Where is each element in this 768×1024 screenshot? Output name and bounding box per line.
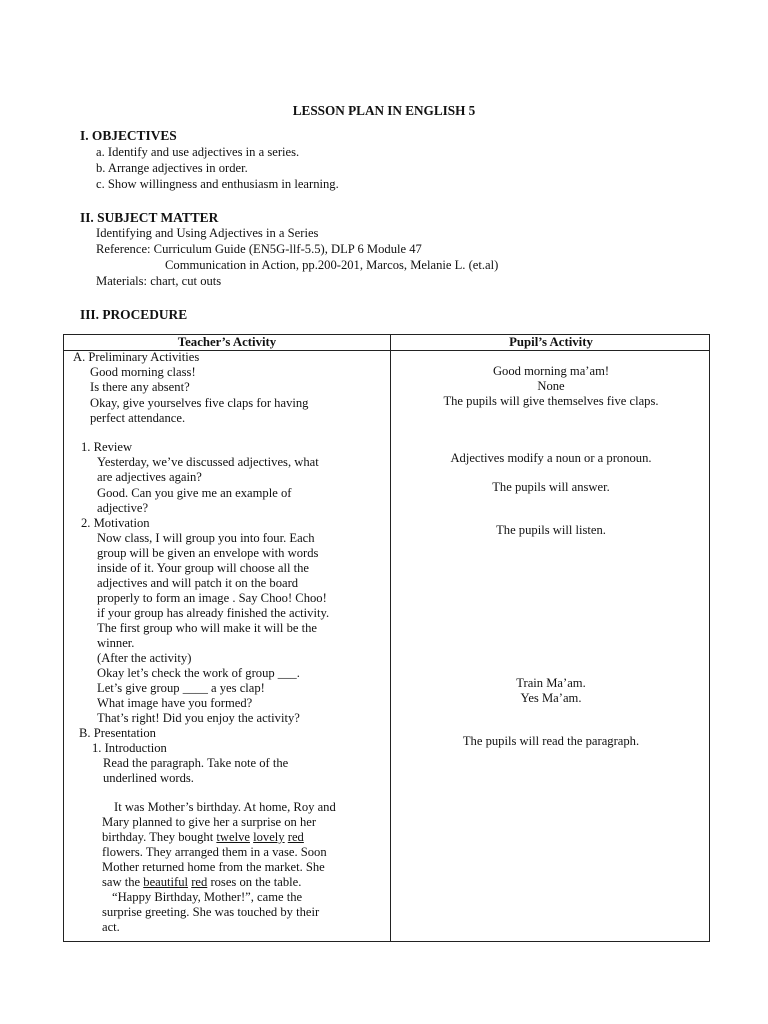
pupil-line: The pupils will answer. [492, 480, 610, 494]
teacher-line: Is there any absent? [90, 380, 190, 394]
paragraph-line: surprise greeting. She was touched by their [102, 905, 320, 919]
paragraph-line: birthday. They bought twelve lovely red [102, 830, 304, 844]
pupil-line: Train Ma’am. [516, 676, 586, 690]
teacher-line: perfect attendance. [90, 411, 186, 425]
teacher-line: 1. Review [81, 440, 133, 454]
pupil-line: The pupils will give themselves five claps. [443, 394, 659, 408]
objective-item: b. Arrange adjectives in order. [96, 161, 248, 175]
procedure-heading: III. PROCEDURE [80, 307, 188, 322]
teacher-line: Now class, I will group you into four. Each [97, 531, 315, 545]
subject-matter-heading: II. SUBJECT MATTER [80, 210, 219, 225]
teacher-column-header: Teacher’s Activity [177, 335, 277, 349]
objectives-heading: I. OBJECTIVES [80, 128, 177, 143]
teacher-line: What image have you formed? [97, 696, 253, 710]
teacher-line: (After the activity) [97, 651, 192, 665]
paragraph-line: saw the beautiful red roses on the table. [102, 875, 302, 889]
teacher-line: Good. Can you give me an example of [97, 486, 292, 500]
pupil-line: Yes Ma’am. [520, 691, 582, 705]
procedure-table [63, 334, 710, 942]
teacher-line: if your group has already finished the activity. [97, 606, 330, 620]
underlined-word: red [287, 830, 304, 844]
teacher-line: Good morning class! [90, 365, 196, 379]
teacher-line: A. Preliminary Activities [73, 350, 200, 364]
teacher-line: group will be given an envelope with words [97, 546, 319, 560]
column-divider [390, 335, 391, 941]
pupil-line: Good morning ma’am! [492, 364, 610, 378]
underlined-word: red [191, 875, 208, 889]
teacher-line: Okay, give yourselves five claps for having [90, 396, 309, 410]
teacher-line: Read the paragraph. Take note of the [103, 756, 289, 770]
pupil-line: None [537, 379, 565, 393]
teacher-line: underlined words. [103, 771, 194, 785]
pupil-line: The pupils will listen. [496, 523, 606, 537]
subject-topic: Identifying and Using Adjectives in a Series [96, 226, 319, 240]
teacher-line: That’s right! Did you enjoy the activity? [97, 711, 300, 725]
teacher-line: adjective? [97, 501, 149, 515]
teacher-line: 1. Introduction [92, 741, 167, 755]
paragraph-line: It was Mother’s birthday. At home, Roy and [114, 800, 336, 814]
reference-line: Reference: Curriculum Guide (EN5G-llf-5.5), DLP 6 Module 47 [96, 242, 422, 256]
objective-item: c. Show willingness and enthusiasm in learning. [96, 177, 339, 191]
pupil-column-header: Pupil’s Activity [509, 335, 593, 349]
paragraph-line: Mary planned to give her a surprise on her [102, 815, 317, 829]
page-title: LESSON PLAN IN ENGLISH 5 [292, 103, 476, 118]
paragraph-line: Mother returned home from the market. She [102, 860, 325, 874]
teacher-line: properly to form an image . Say Choo! Choo! [97, 591, 327, 605]
reference-line: Communication in Action, pp.200-201, Marcos, Melanie L. (et.al) [165, 258, 499, 272]
teacher-line: Let’s give group ____ a yes clap! [97, 681, 265, 695]
objective-item: a. Identify and use adjectives in a series. [96, 145, 300, 159]
teacher-line: Okay let’s check the work of group ___. [97, 666, 300, 680]
underlined-word: lovely [253, 830, 285, 844]
teacher-line: are adjectives again? [97, 470, 202, 484]
teacher-line: adjectives and will patch it on the board [97, 576, 299, 590]
teacher-line: The first group who will make it will be the [97, 621, 317, 635]
teacher-line: B. Presentation [79, 726, 156, 740]
pupil-line: Adjectives modify a noun or a pronoun. [450, 451, 652, 465]
teacher-line: inside of it. Your group will choose all the [97, 561, 309, 575]
teacher-line: Yesterday, we’ve discussed adjectives, what [97, 455, 319, 469]
paragraph-line: act. [102, 920, 120, 934]
teacher-line: 2. Motivation [81, 516, 150, 530]
underlined-word: beautiful [143, 875, 189, 889]
underlined-word: twelve [216, 830, 250, 844]
materials-line: Materials: chart, cut outs [96, 274, 222, 288]
teacher-line: winner. [97, 636, 135, 650]
paragraph-line: flowers. They arranged them in a vase. Soon [102, 845, 327, 859]
paragraph-line: “Happy Birthday, Mother!”, came the [112, 890, 303, 904]
pupil-line: The pupils will read the paragraph. [462, 734, 640, 748]
